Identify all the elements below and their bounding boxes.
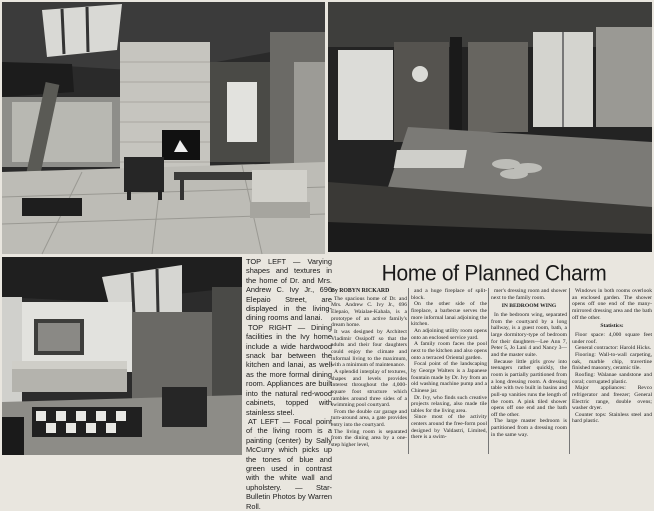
subhead: Statistics: [600, 323, 624, 330]
paragraph: A family room faces the pool next to the kitchen and also opens onto a terraced Oriental garden. [411, 341, 487, 361]
caption-at-left: AT LEFT — Focal point of the living room is a painting (center) by Sally McCurry which picks up the tones of blue and green used in contrast with the white wall and upholstery. — Star-Bulletin Photos by Warren Roll. [246, 416, 332, 511]
paragraph: A splendid interplay of textures, shapes and levels provides interest throughout the 4,000-square foot structure which rambles around three sides of a swimming pool courtyard. [331, 368, 407, 409]
paragraph: The living room is separated from the dining area by a one-step higher level, [331, 428, 407, 449]
stat-item: Floor space: 4,000 square feet under roof. [572, 331, 652, 345]
article-column-2 [411, 288, 487, 454]
paragraph: Windows in both rooms overlook an enclosed garden. The shower opens off one end of the many-mirrored dressing area and the bath off the other. [572, 288, 652, 321]
paragraph: An adjoining utility room opens onto an enclosed service yard. [411, 327, 487, 341]
column-rule [569, 288, 570, 454]
article-headline: Home of Planned Charm [381, 261, 607, 286]
photo-kitchen-snack-bar [328, 2, 652, 252]
paragraph: mer's dressing room and shower next to the family room. [491, 288, 567, 301]
stat-item: Flooring: Wall-to-wall carpeting, oak, marble chip, travertine finished masonry, ceramic tile. [572, 351, 652, 372]
caption-top-right: TOP RIGHT — Dining facilities in the Ivy home include a wide hardwood snack bar between the kitchen and lanai, as well as the more formal dining room. Appliances are built into the natural red-wood cabinets, topped with stainless steel. [246, 322, 332, 417]
byline: By ROBYN RICKARD [331, 288, 390, 294]
paragraph: The spacious home of Dr. and Mrs. Andrew C. Ivy Jr., 696 Elepaio, Waialae-Kahala, is a prototype of an active family's dream home. [331, 295, 407, 329]
article-column-4 [572, 288, 652, 454]
caption-top-left: TOP LEFT — Varying shapes and textures in the home of Dr. and Mrs. Andrew C. Ivy Jr., 696 Elepaio Street, are displayed in the living-dining rooms and lanai. [246, 257, 332, 323]
paragraph: From the double car garage and turn-around area, a gate provides entry into the courtyard. [331, 408, 407, 429]
paragraph: Dr. Ivy, who finds such creative projects relaxing, also made tile tables for the living area. [411, 394, 487, 414]
paragraph: Focal point of the landscaping by George Walters is a Japanese fountain made by Dr. Ivy from an old washing machine pump and a Chinese jar. [411, 361, 487, 394]
paragraph: and a huge fireplace of split-block. [411, 288, 487, 301]
column-rule [408, 288, 409, 454]
column-rule [488, 288, 489, 454]
article-column-1 [331, 288, 407, 454]
subhead: IN BEDROOM WING [501, 303, 557, 310]
paragraph: On the other side of the fireplace, a barbecue serves the more informal lanai adjoining the kitchen. [411, 301, 487, 328]
paragraph: Since most of the activity centers around the free-form pool designed by Valdastri, Limited, there is a swim- [411, 414, 487, 441]
stat-item: General contractor: Harold Hicks. [575, 345, 652, 352]
photo-living-dining-room [2, 2, 325, 254]
article-column-3 [491, 288, 567, 454]
stat-item: Counter tops: Stainless steel and hard plastic. [572, 411, 652, 425]
photo-caption [246, 257, 332, 511]
paragraph: The large master bedroom is partitioned from a dressing room in the same way. [491, 418, 567, 438]
paragraph: Because little girls grow into teenagers rather quickly, the room is partially partitioned from a long dressing room. A dressing table with two built in basins and pull-up vanities runs the length of the room. A pink tiled shower opens off one end and the bath off the other. [491, 358, 567, 418]
photo-living-room-painting [2, 257, 242, 455]
paragraph: In the bedroom wing, separated from the courtyard by a long hallway, is a guest room, bath, a large dormitory-type of bedroom for their daughters—Lee Ann 7, Peter 5, Jo Lani 4 and Nancy 3—and the master suite. [491, 311, 567, 358]
stat-item: Roofing: Walanae sandstone and coral; corrugated plastic. [572, 371, 652, 385]
stat-item: Major appliances: Revco refrigerator and freezer; General Electric range, double ovens; washer dryer. [572, 385, 652, 412]
paragraph: It was designed by Architect Vladimir Ossipoff so that the adults and their four daughters could enjoy the climate and informal living to the maximum, with a minimum of maintenance. [331, 328, 407, 369]
